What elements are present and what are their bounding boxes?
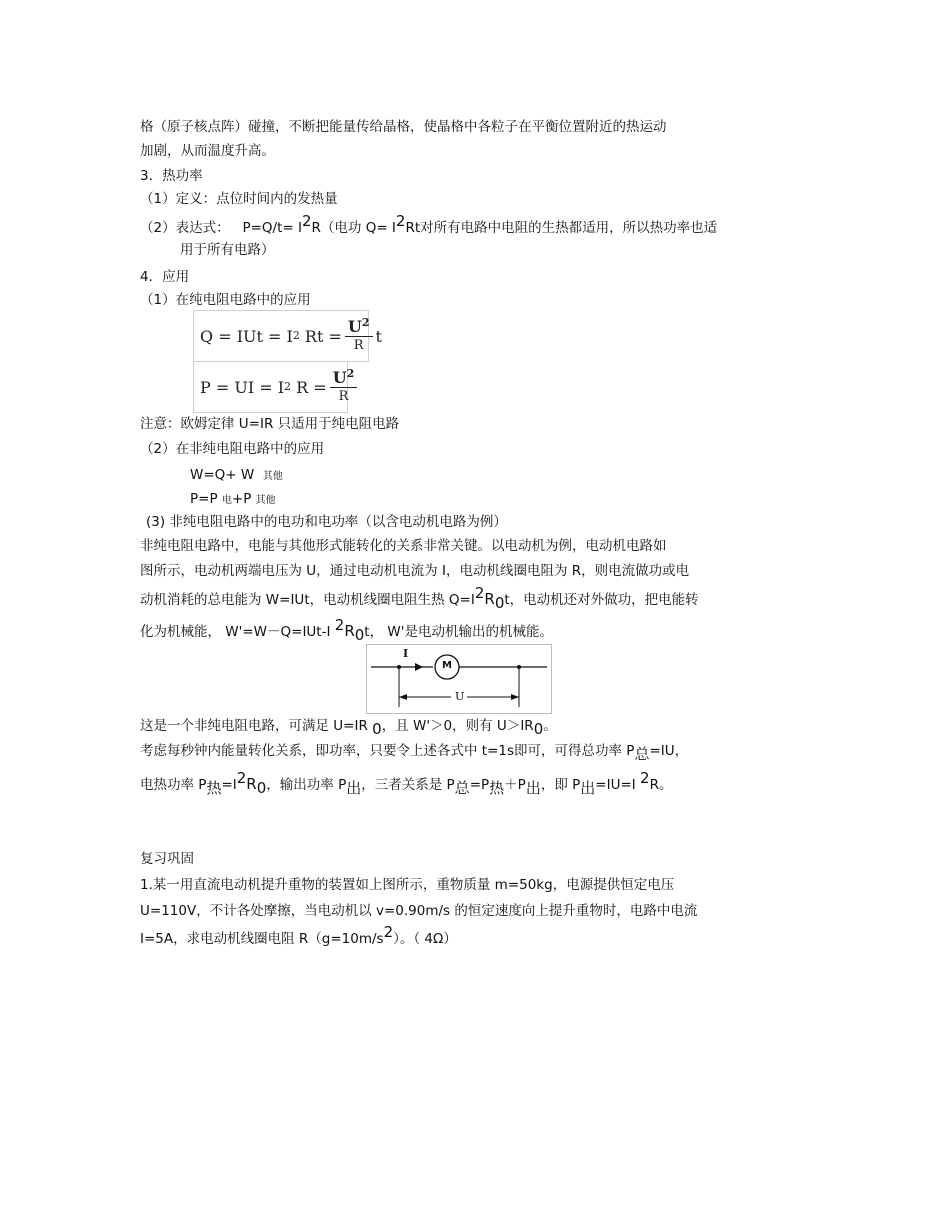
formula-power: P = UI = I 2 R = $\frac{U^2}{R}$ [193, 361, 348, 413]
section-4-heading: 4．应用 [140, 269, 190, 285]
circuit-voltage-label: U [455, 690, 465, 703]
section-4-1-heading: （1）在纯电阻电路中的应用 [140, 292, 311, 308]
power-equation: P=P 电+P 其他 [190, 491, 276, 507]
circuit-motor-label: M [442, 660, 452, 671]
text-line-2: 加剧，从而温度升高。 [140, 143, 275, 159]
motor-para-line-5: 这是一个非纯电阻电路，可满足 U=IR $_0$，且 W'＞0，则有 $U>IR_0$。 [140, 718, 557, 738]
motor-para-line-4: 化为机械能， W'=W－Q=IUt-I $^2R_0t$， W'是电动机输出的机械能。 [140, 616, 553, 644]
question-line-1: 1.某一用直流电动机提升重物的装置如上图所示，重物质量 m=50kg，电源提供恒定电压 [140, 877, 675, 893]
formula-joule-heat: Q = IUt = I 2 Rt = $\frac{U^2}{R}$ t [193, 310, 369, 362]
circuit-current-label: I [403, 647, 409, 660]
section-3-expression-cont: 用于所有电路） [180, 242, 275, 258]
review-heading: 复习巩固 [140, 851, 194, 867]
section-3-heading: 3．热功率 [140, 168, 203, 184]
question-line-2: U=110V，不计各处摩擦，当电动机以 v=0.90m/s 的恒定速度向上提升重物时，电路中电流 [140, 903, 698, 919]
ohm-law-note: 注意：欧姆定律 U=IR 只适用于纯电阻电路 [140, 416, 400, 432]
section-4-3-heading: (3) 非纯电阻电路中的电功和电功率（以含电动机电路为例） [146, 514, 507, 530]
motor-para-line-2: 图所示，电动机两端电压为 U，通过电动机电流为 I，电动机线圈电阻为 R，则电流做功或电 [140, 563, 690, 579]
motor-para-line-6: 考虑每秒钟内能量转化关系，即功率，只要令上述各式中 t=1s即可，可得总功率 $P_总=IU$， [140, 743, 689, 763]
text-line-1: 格（原子核点阵）碰撞，不断把能量传给晶格，使晶格中各粒子在平衡位置附近的热运动 [140, 119, 667, 135]
section-3-definition: （1）定义：点位时间内的发热量 [140, 191, 338, 207]
question-line-3: I=5A，求电动机线圈电阻 $R(g=10m/s^2)$。（ 4Ω） [140, 923, 457, 947]
section-3-expression: （2）表达式： $P=Q/t= I^2R$（电功 $Q= I^2Rt$对所有电路中电阻的生热都适用，所以热功率也适 [140, 212, 718, 236]
motor-para-line-1: 非纯电阻电路中，电能与其他形式能转化的关系非常关键。以电动机为例，电动机电路如 [140, 538, 667, 554]
section-4-2-heading: （2）在非纯电阻电路中的应用 [140, 441, 325, 457]
motor-para-line-7: 电热功率 $P_热=I^2R_0$，输出功率 $P_出$，三者关系是 $P_总=P_热+P_出$，即 $P_出=IU=I$ $^2$R。 [140, 769, 673, 797]
energy-equation: W=Q+ W 其他 [190, 467, 283, 483]
motor-para-line-3: 动机消耗的总电能为 W=IUt，电动机线圈电阻生热 $Q=I^2R_0t$，电动机还对外做功，把电能转 [140, 584, 699, 612]
motor-circuit-diagram [366, 644, 552, 714]
